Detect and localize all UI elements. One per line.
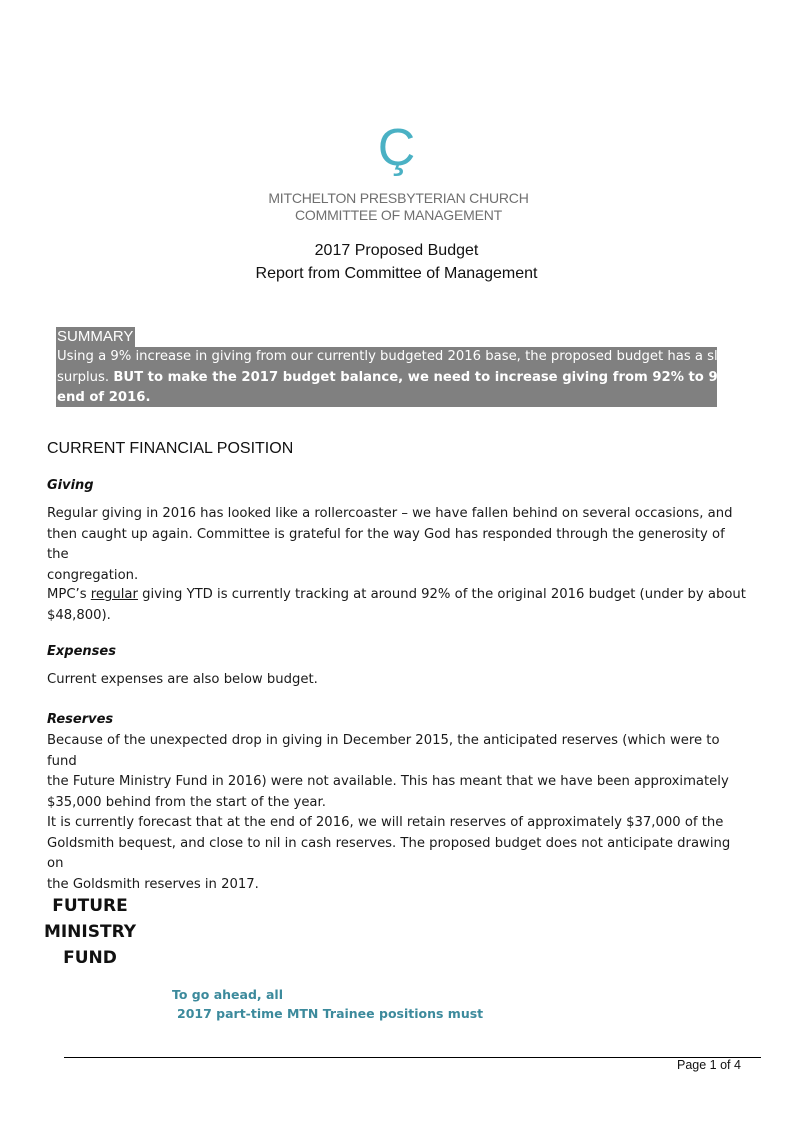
reserves-paragraph-1 [47, 731, 747, 813]
org-name: MITCHELTON PRESBYTERIAN CHURCH [268, 190, 529, 206]
summary-line-2 [57, 368, 792, 389]
reserves-p2-line: Goldsmith bequest, and close to nil in cash reserves. The proposed budget does not anticipate drawing on [47, 835, 731, 871]
giving-p2-underlined: regular [90, 587, 138, 602]
reserves-p1-line: the Future Ministry Fund in 2016) were not available. This has meant that we have been approximately [47, 774, 729, 789]
giving-paragraph-2 [47, 585, 747, 626]
fmf-line-3: FUND [63, 948, 117, 968]
giving-p1-line: Regular giving in 2016 has looked like a rollercoaster – we have fallen behind on several occasions, and [47, 506, 733, 521]
fmf-line-2: MINISTRY [43, 922, 137, 942]
footer-rule [64, 1057, 761, 1058]
doc-subtitle: Report from Committee of Management [255, 265, 538, 282]
expenses-heading: Expenses [47, 644, 116, 659]
reserves-heading: Reserves [47, 712, 114, 727]
fmf-line-1: FUTURE [52, 896, 128, 916]
future-ministry-fund-heading [40, 893, 140, 971]
summary-line-2-plain: surplus. [57, 369, 114, 385]
giving-p1-line: then caught up again. Committee is grateful for the way God has responded through the generosity of the [47, 526, 725, 562]
giving-paragraph-1 [47, 504, 747, 586]
fmf-note-line-1: To go ahead, all [172, 987, 283, 1002]
giving-p2-line: $48,800). [47, 607, 111, 623]
reserves-p1-line: $35,000 behind from the start of the year. [47, 794, 326, 810]
giving-p2-post: giving YTD is currently tracking at around 92% of the original 2016 budget (under by about [137, 587, 746, 602]
reserves-paragraph-2 [47, 813, 747, 895]
reserves-p2-line: It is currently forecast that at the end of 2016, we will retain reserves of approximately $37,000 of the [47, 815, 724, 830]
giving-heading: Giving [47, 478, 94, 493]
reserves-p2-line: the Goldsmith reserves in 2017. [47, 876, 259, 892]
summary-text [57, 347, 792, 409]
summary-line-2-bold: BUT to make the 2017 budget balance, we need to increase giving from 92% to 95% by the [113, 369, 792, 385]
expenses-paragraph: Current expenses are also below budget. [47, 672, 318, 687]
reserves-p1-line: Because of the unexpected drop in giving in December 2015, the anticipated reserves (which were to fund [47, 733, 720, 769]
summary-line-3 [57, 388, 719, 409]
giving-p1-line: congregation. [47, 567, 139, 583]
summary-line-1: Using a 9% increase in giving from our currently budgeted 2016 base, the proposed budget has a slight [57, 349, 744, 364]
page-number: Page 1 of 4 [677, 1058, 741, 1072]
giving-p2-line [47, 585, 747, 606]
summary-heading: SUMMARY [57, 328, 134, 345]
summary-line-3-bold: end of 2016. [57, 390, 151, 405]
giving-p2-pre: MPC’s [47, 587, 91, 602]
fmf-note-line-2: 2017 part-time MTN Trainee positions must [177, 1006, 484, 1021]
org-committee: COMMITTEE OF MANAGEMENT [295, 207, 502, 223]
doc-title: 2017 Proposed Budget [314, 242, 479, 259]
section-heading-financial: CURRENT FINANCIAL POSITION [47, 440, 294, 457]
church-logo: Ç [377, 119, 416, 177]
